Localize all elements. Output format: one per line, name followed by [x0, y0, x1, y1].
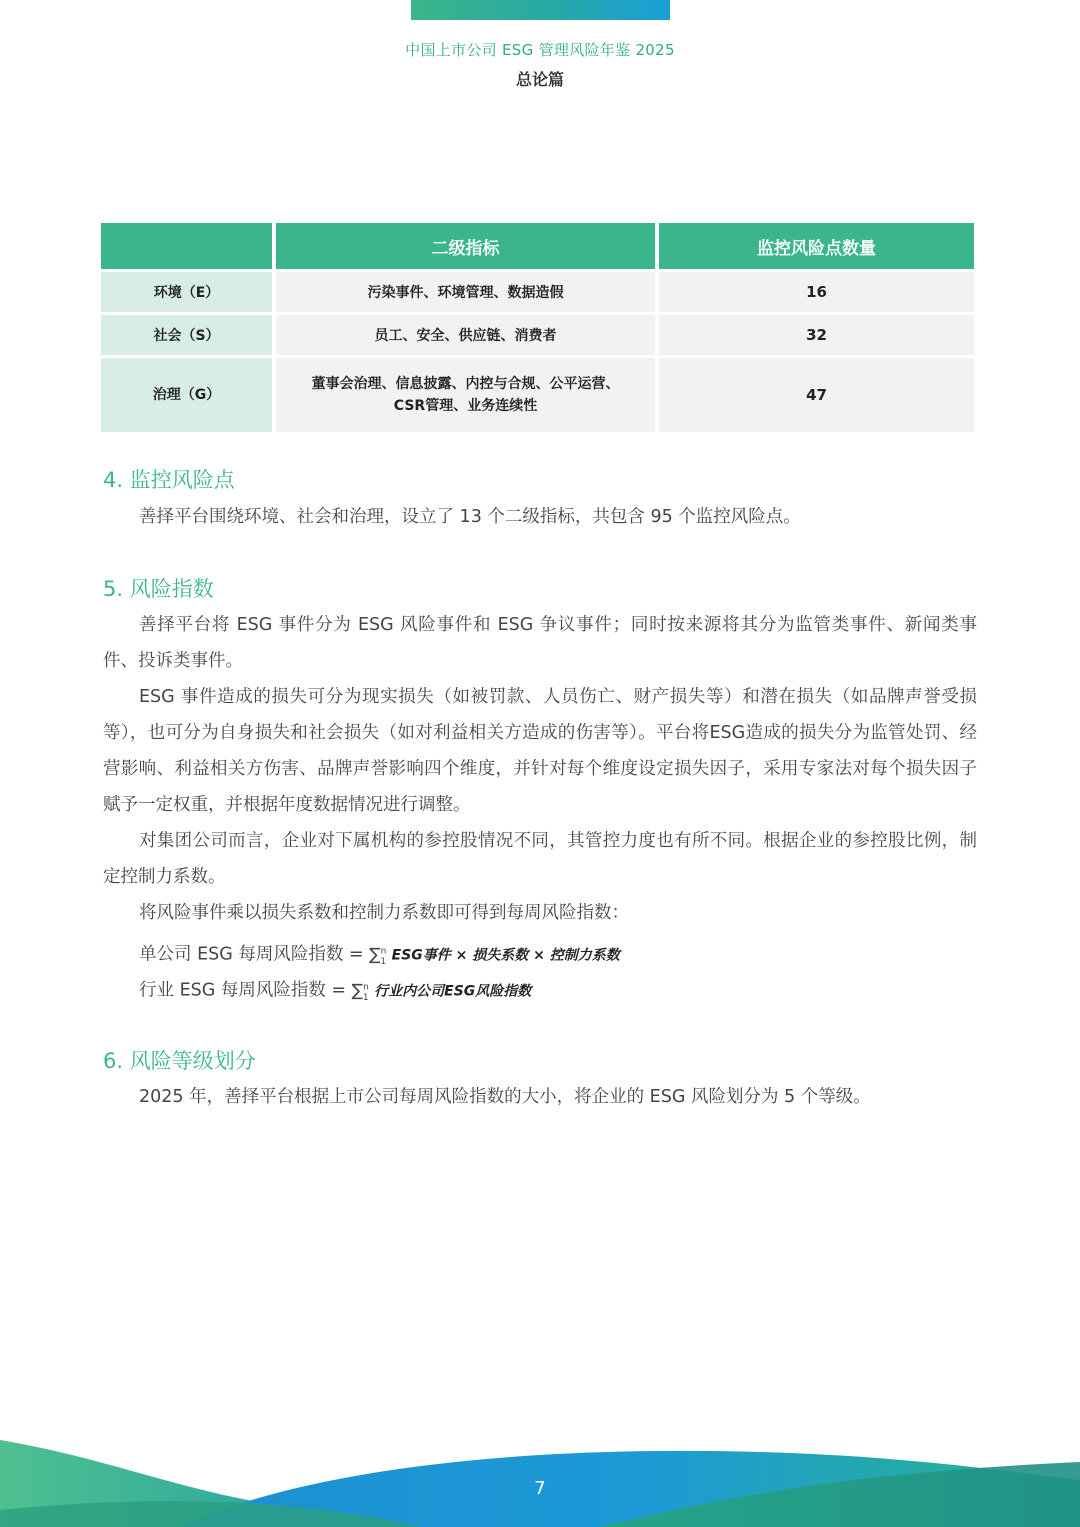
table-row: [101, 272, 974, 312]
table-header-indicators: 二级指标: [276, 223, 655, 269]
summation-icon: ∑$^n_1$: [369, 944, 387, 968]
indicator-table: [97, 220, 978, 435]
row-count: 32: [659, 315, 974, 355]
row-dimension: 环境（E）: [101, 272, 272, 312]
table-row: [101, 358, 974, 432]
row-indicators: [276, 358, 655, 432]
row-dimension: 治理（G）: [101, 358, 272, 432]
table-header-row: [101, 223, 974, 269]
footer-wave-decoration: [0, 1400, 1080, 1527]
header-subtitle: 总论篇: [515, 70, 564, 89]
table-header-count: 监控风险点数量: [659, 223, 974, 269]
row-dimension: 社会（S）: [101, 315, 272, 355]
row-indicators: 污染事件、环境管理、数据造假: [276, 272, 655, 312]
section-5-heading: 5. 风险指数: [103, 577, 214, 601]
section-5-paragraph-3: 对集团公司而言，企业对下属机构的参控股情况不同，其管控力度也有所不同。根据企业的参控股比例，制定控制力系数。: [103, 831, 977, 887]
section-6-text: 2025 年，善择平台根据上市公司每周风险指数的大小，将企业的 ESG 风险划分为 5 个等级。: [139, 1087, 871, 1107]
table-header-blank: [101, 223, 272, 269]
formula-industry-expression: 行业内公司ESG风险指数: [374, 983, 532, 1000]
summation-icon: ∑$^n_1$: [351, 980, 369, 1004]
formula-company-expression: ESG事件 × 损失系数 × 控制力系数: [391, 947, 620, 964]
table-row: [101, 315, 974, 355]
header-title: 中国上市公司 ESG 管理风险年鉴 2025: [405, 41, 675, 59]
section-4-text: 善择平台围绕环境、社会和治理，设立了 13 个二级指标，共包含 95 个监控风险点。: [139, 507, 801, 527]
row-count: 16: [659, 272, 974, 312]
row-indicators: 员工、安全、供应链、消费者: [276, 315, 655, 355]
formula-industry-index: [139, 969, 531, 1016]
formula-industry-label: 行业 ESG 每周风险指数 =: [139, 980, 347, 1001]
section-4-heading: 4. 监控风险点: [103, 468, 235, 492]
row-indicators-line1: 董事会治理、信息披露、内控与合规、公平运营、: [311, 376, 620, 392]
section-5-paragraph-1: 善择平台将 ESG 事件分为 ESG 风险事件和 ESG 争议事件；同时按来源将其分为监管类事件、新闻类事件、投诉类事件。: [103, 615, 977, 671]
section-6-heading: 6. 风险等级划分: [103, 1049, 256, 1073]
row-count: 47: [659, 358, 974, 432]
top-accent-bar: [411, 0, 670, 20]
page-number: 7: [534, 1478, 546, 1499]
formula-company-label: 单公司 ESG 每周风险指数 =: [139, 944, 364, 965]
section-5-paragraph-2: ESG 事件造成的损失可分为现实损失（如被罚款、人员伤亡、财产损失等）和潜在损失（如品牌声誉受损等），也可分为自身损失和社会损失（如对利益相关方造成的伤害等）。平台将ESG造成的损失分为监管处罚、经营影响、利益相关方伤害、品牌声誉影响四个维度，并针对每个维度设定损失因子，采用专家法对每个损失因子赋予一定权重，并根据年度数据情况进行调整。: [103, 687, 977, 815]
section-5-body: [103, 607, 977, 931]
row-indicators-line2: CSR管理、业务连续性: [393, 398, 538, 414]
section-5-paragraph-4: 将风险事件乘以损失系数和控制力系数即可得到每周风险指数：: [139, 903, 629, 923]
